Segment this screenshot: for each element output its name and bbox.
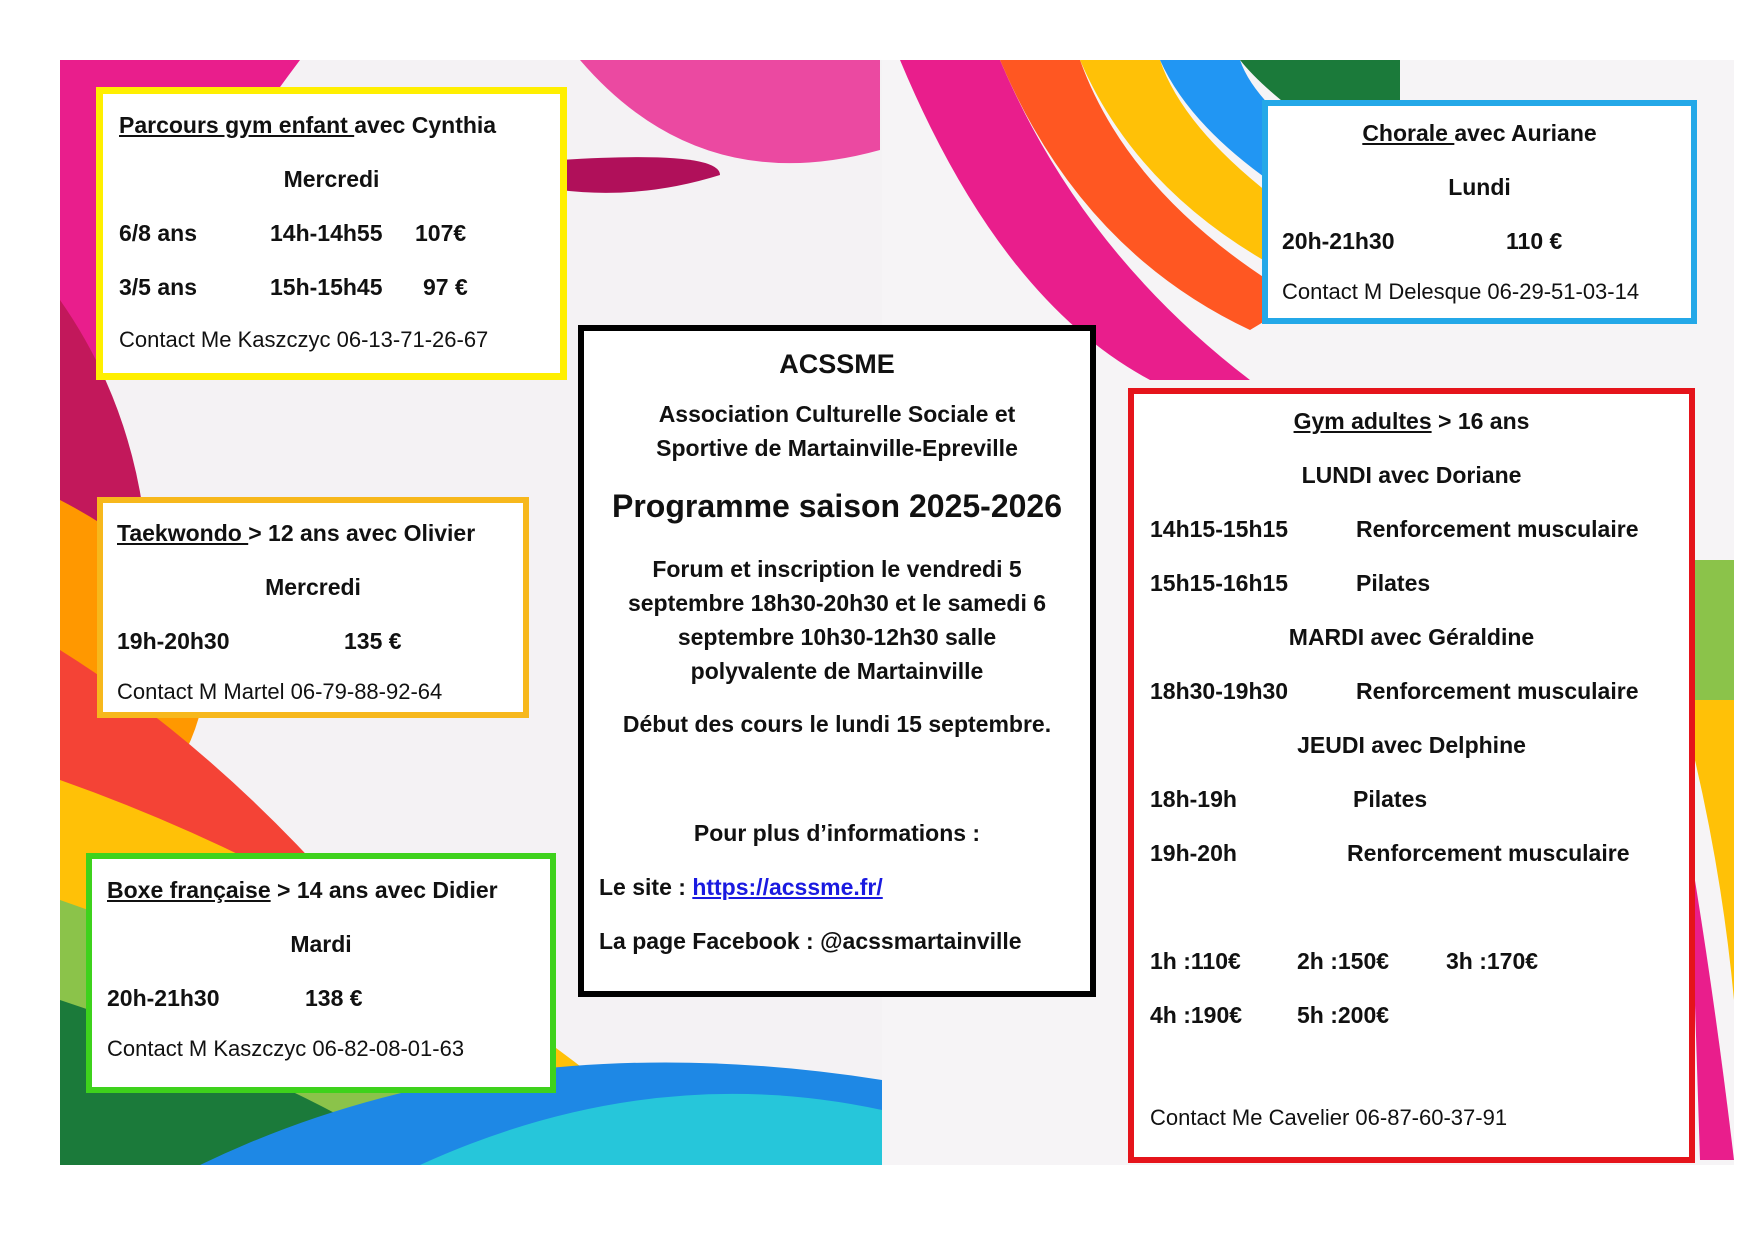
jeudi-time-2: 19h-20h (1150, 840, 1237, 866)
jeudi-heading: JEUDI avec Delphine (1297, 732, 1526, 758)
gym-enfant-contact: Contact Me Kaszczyc 06-13-71-26-67 (119, 327, 489, 352)
lundi-time-1: 14h15-15h15 (1150, 516, 1289, 542)
gym-enfant-box (96, 87, 567, 380)
forum-line-3: septembre 10h30-12h30 salle (677, 624, 997, 650)
boxe-title (107, 879, 498, 902)
boxe-time: 20h-21h30 (107, 985, 220, 1011)
gym-enfant-activity: Parcours gym enfant (119, 112, 355, 138)
taekwondo-contact: Contact M Martel 06-79-88-92-64 (117, 679, 443, 704)
chorale-contact: Contact M Delesque 06-29-51-03-14 (1282, 279, 1640, 304)
boxe-day: Mardi (290, 931, 352, 957)
site-link[interactable]: https://acssme.fr/ (692, 874, 883, 900)
boxe-price: 138 € (305, 985, 363, 1011)
tarif-5h: 5h :200€ (1297, 1002, 1390, 1028)
forum-line-2: septembre 18h30-20h30 et le samedi 6 (627, 590, 1047, 616)
gym-adultes-activity: Gym adultes (1293, 408, 1432, 434)
gym-adultes-box (1128, 388, 1695, 1163)
assoc-line-2: Sportive de Martainville-Epreville (656, 435, 1018, 461)
chorale-title (1268, 122, 1691, 145)
lundi-time-2: 15h15-16h15 (1150, 570, 1289, 596)
chorale-time: 20h-21h30 (1282, 228, 1395, 254)
mardi-heading: MARDI avec Géraldine (1288, 624, 1535, 650)
tarif-4h: 4h :190€ (1150, 1002, 1243, 1028)
lundi-heading: LUNDI avec Doriane (1301, 462, 1522, 488)
lundi-course-2: Pilates (1356, 570, 1431, 596)
lundi-course-1: Renforcement musculaire (1356, 516, 1639, 542)
gym-enfant-age-2: 3/5 ans (119, 274, 197, 300)
forum-line-1: Forum et inscription le vendredi 5 (652, 556, 1022, 582)
chorale-price: 110 € (1506, 228, 1563, 254)
chorale-activity: Chorale (1362, 120, 1455, 146)
taekwondo-box (97, 497, 529, 718)
gym-adultes-contact: Contact Me Cavelier 06-87-60-37-91 (1150, 1105, 1508, 1130)
programme-title: Programme saison 2025-2026 (611, 488, 1063, 524)
taekwondo-title (117, 522, 475, 545)
site-line (599, 876, 883, 899)
info-heading: Pour plus d’informations : (693, 820, 981, 846)
taekwondo-coach: > 12 ans avec Olivier (248, 520, 476, 546)
mardi-course-1: Renforcement musculaire (1356, 678, 1639, 704)
gym-enfant-day: Mercredi (283, 166, 380, 192)
boxe-box (86, 853, 556, 1093)
jeudi-time-1: 18h-19h (1150, 786, 1237, 812)
debut-cours: Début des cours le lundi 15 septembre. (622, 711, 1052, 737)
acssme-title: ACSSME (779, 349, 895, 379)
gym-enfant-time-2: 15h-15h45 (270, 274, 383, 300)
boxe-activity: Boxe française (107, 877, 271, 903)
boxe-contact: Contact M Kaszczyc 06-82-08-01-63 (107, 1036, 465, 1061)
taekwondo-time: 19h-20h30 (117, 628, 230, 654)
gym-enfant-coach: avec Cynthia (354, 112, 497, 138)
assoc-line-1: Association Culturelle Sociale et (658, 401, 1016, 427)
gym-enfant-price-2: 97 € (423, 274, 468, 300)
jeudi-course-2: Renforcement musculaire (1347, 840, 1630, 866)
facebook-line: La page Facebook : @acssmartainville (599, 928, 1022, 954)
taekwondo-activity: Taekwondo (117, 520, 249, 546)
gym-enfant-title (119, 114, 496, 137)
acssme-info-box (578, 325, 1096, 997)
chorale-box (1262, 100, 1697, 324)
tarif-3h: 3h :170€ (1446, 948, 1539, 974)
gym-enfant-time-1: 14h-14h55 (270, 220, 383, 246)
gym-adultes-title (1134, 410, 1689, 433)
jeudi-course-1: Pilates (1353, 786, 1428, 812)
mardi-time-1: 18h30-19h30 (1150, 678, 1289, 704)
gym-enfant-price-1: 107€ (415, 220, 467, 246)
taekwondo-price: 135 € (344, 628, 402, 654)
gym-adultes-age: > 16 ans (1431, 408, 1530, 434)
tarif-2h: 2h :150€ (1297, 948, 1390, 974)
gym-enfant-age-1: 6/8 ans (119, 220, 197, 246)
boxe-coach: > 14 ans avec Didier (270, 877, 498, 903)
forum-line-4: polyvalente de Martainville (690, 658, 984, 684)
chorale-coach: avec Auriane (1454, 120, 1597, 146)
taekwondo-day: Mercredi (265, 574, 361, 600)
chorale-day: Lundi (1448, 174, 1511, 200)
site-label: Le site : (599, 874, 693, 900)
tarif-1h: 1h :110€ (1150, 948, 1241, 974)
